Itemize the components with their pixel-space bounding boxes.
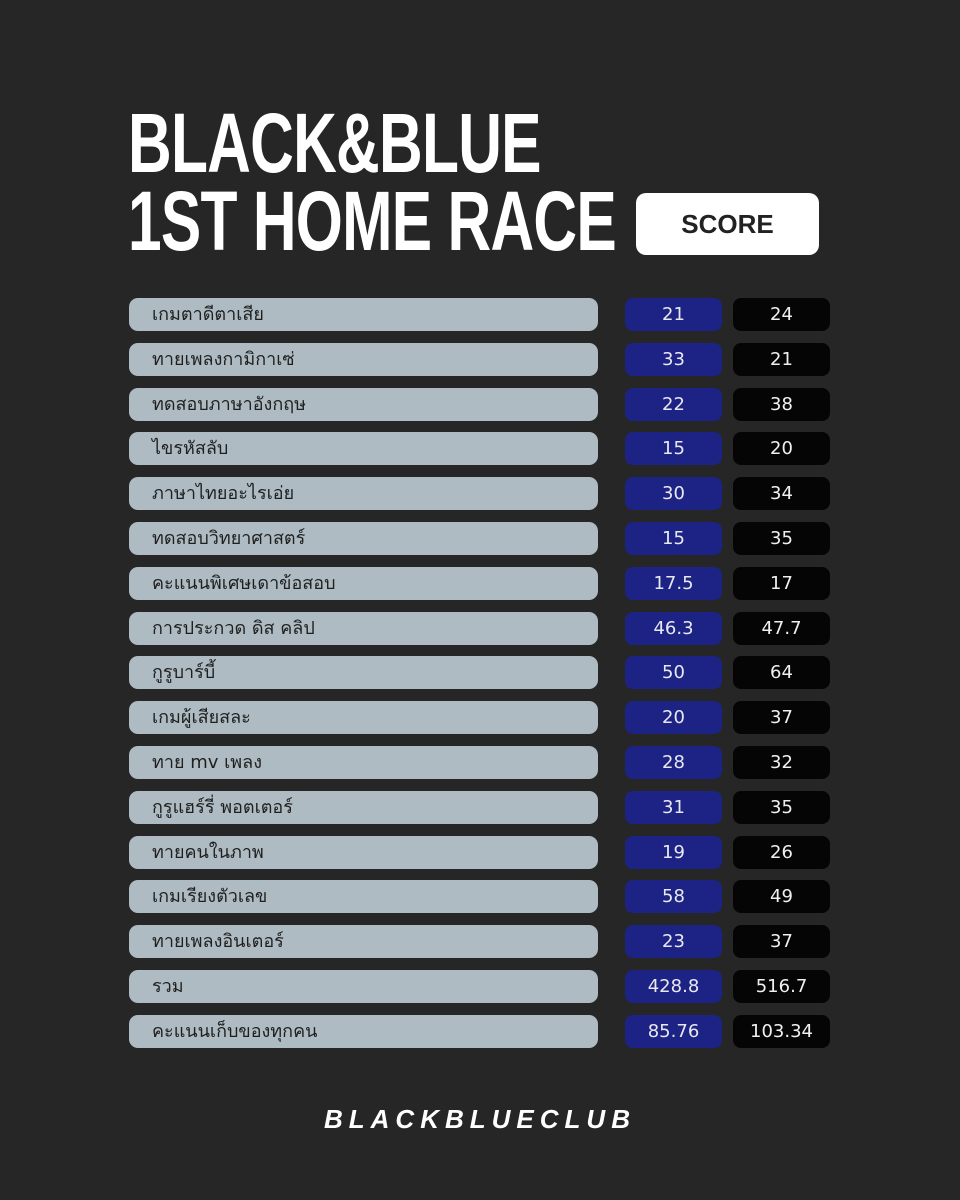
game-label: ทายเพลงกามิกาเซ่: [129, 343, 598, 376]
score-row: [0, 567, 960, 600]
black-team-score: 26: [733, 836, 830, 869]
score-row: [0, 522, 960, 555]
black-team-score: 38: [733, 388, 830, 421]
blue-team-score: 17.5: [625, 567, 722, 600]
game-label: ไขรหัสลับ: [129, 432, 598, 465]
title-line-2: 1ST HOME RACE: [128, 174, 616, 268]
black-team-score: 24: [733, 298, 830, 331]
blue-team-score: 85.76: [625, 1015, 722, 1048]
black-team-score: 35: [733, 522, 830, 555]
score-row: [0, 477, 960, 510]
score-row: [0, 970, 960, 1003]
black-team-score: 32: [733, 746, 830, 779]
score-header-badge: SCORE: [636, 193, 819, 255]
black-team-score: 35: [733, 791, 830, 824]
game-label: เกมผู้เสียสละ: [129, 701, 598, 734]
blue-team-score: 33: [625, 343, 722, 376]
score-row: [0, 791, 960, 824]
black-team-score: 17: [733, 567, 830, 600]
score-row: [0, 701, 960, 734]
blue-team-score: 15: [625, 432, 722, 465]
brand-footer: BLACKBLUECLUB: [324, 1104, 636, 1134]
blue-team-score: 15: [625, 522, 722, 555]
black-team-score: 103.34: [733, 1015, 830, 1048]
game-label: ทดสอบวิทยาศาสตร์: [129, 522, 598, 555]
game-label: คะแนนพิเศษเดาข้อสอบ: [129, 567, 598, 600]
score-row: [0, 746, 960, 779]
game-label: เกมตาดีตาเสีย: [129, 298, 598, 331]
score-row: [0, 432, 960, 465]
blue-team-score: 30: [625, 477, 722, 510]
black-team-score: 37: [733, 925, 830, 958]
black-team-score: 64: [733, 656, 830, 689]
blue-team-score: 23: [625, 925, 722, 958]
score-row: [0, 836, 960, 869]
black-team-score: 21: [733, 343, 830, 376]
game-label: กูรูบาร์บี้: [129, 656, 598, 689]
blue-team-score: 46.3: [625, 612, 722, 645]
blue-team-score: 21: [625, 298, 722, 331]
black-team-score: 49: [733, 880, 830, 913]
blue-team-score: 50: [625, 656, 722, 689]
game-label: การประกวด ดิส คลิป: [129, 612, 598, 645]
game-label: ทาย mv เพลง: [129, 746, 598, 779]
black-team-score: 34: [733, 477, 830, 510]
score-row: [0, 388, 960, 421]
game-label: ทดสอบภาษาอังกฤษ: [129, 388, 598, 421]
score-row: [0, 880, 960, 913]
blue-team-score: 58: [625, 880, 722, 913]
blue-team-score: 428.8: [625, 970, 722, 1003]
blue-team-score: 19: [625, 836, 722, 869]
score-row: [0, 1015, 960, 1048]
blue-team-score: 22: [625, 388, 722, 421]
game-label: ทายเพลงอินเตอร์: [129, 925, 598, 958]
game-label: คะแนนเก็บของทุกคน: [129, 1015, 598, 1048]
page-title: [128, 96, 616, 268]
score-row: [0, 925, 960, 958]
title-line-1: BLACK&BLUE: [128, 96, 541, 190]
black-team-score: 47.7: [733, 612, 830, 645]
score-row: [0, 343, 960, 376]
black-team-score: 516.7: [733, 970, 830, 1003]
blue-team-score: 31: [625, 791, 722, 824]
game-label: ภาษาไทยอะไรเอ่ย: [129, 477, 598, 510]
score-row: [0, 298, 960, 331]
game-label: เกมเรียงตัวเลข: [129, 880, 598, 913]
blue-team-score: 28: [625, 746, 722, 779]
score-row: [0, 612, 960, 645]
game-label: กูรูแฮร์รี่ พอตเตอร์: [129, 791, 598, 824]
score-row: [0, 656, 960, 689]
black-team-score: 37: [733, 701, 830, 734]
black-team-score: 20: [733, 432, 830, 465]
blue-team-score: 20: [625, 701, 722, 734]
game-label: รวม: [129, 970, 598, 1003]
game-label: ทายคนในภาพ: [129, 836, 598, 869]
